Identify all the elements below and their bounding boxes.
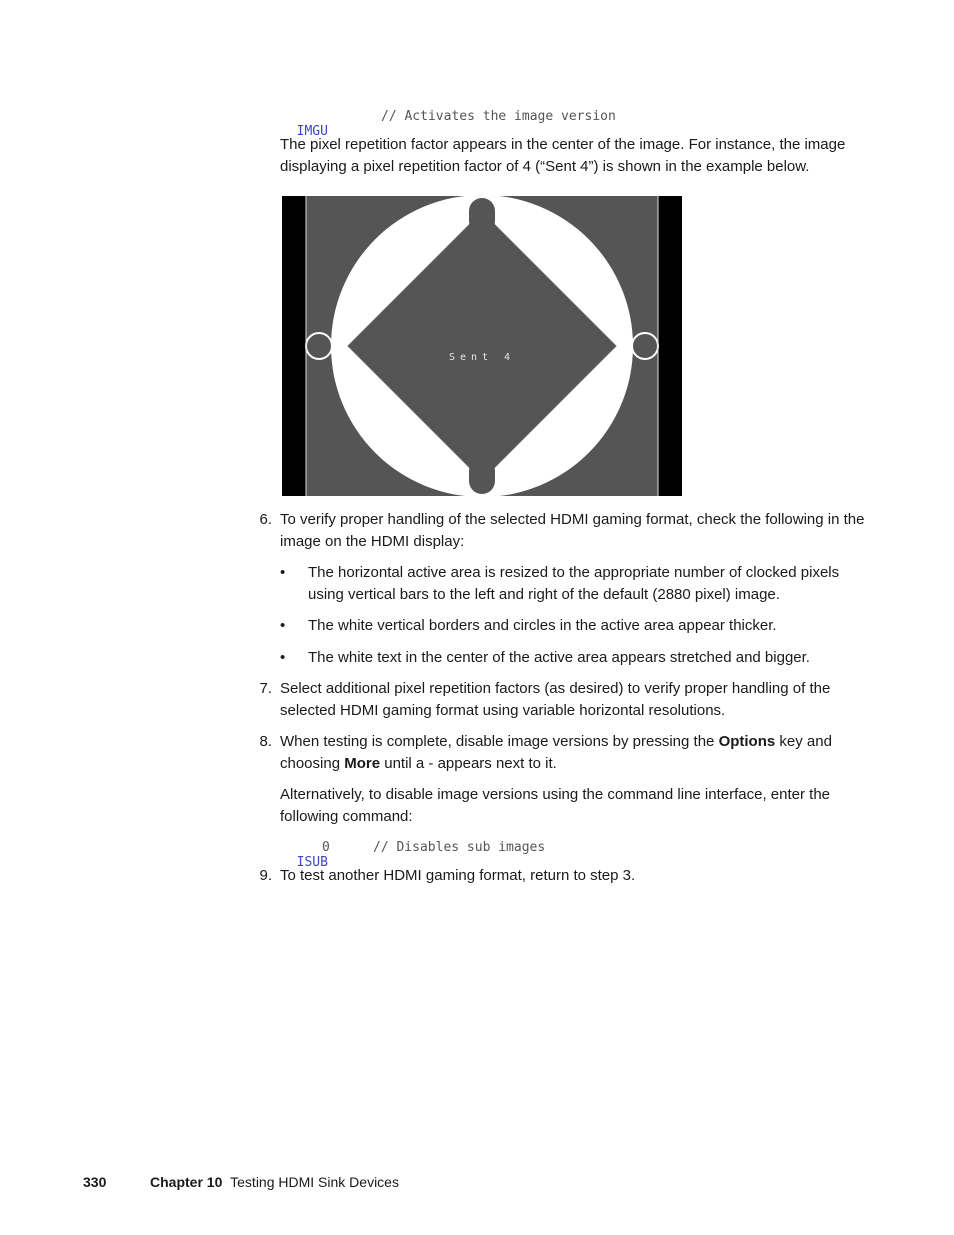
step-8-text xyxy=(280,731,870,775)
test-pattern-figure xyxy=(282,196,682,496)
bullet-3-text: The white text in the center of the active area appears stretched and bigger. xyxy=(308,649,810,666)
sent-label: Sent 4 xyxy=(448,352,516,363)
chapter-footer xyxy=(150,1174,399,1190)
more-key-label: More xyxy=(344,755,381,772)
chapter-label: Chapter 10 xyxy=(150,1174,223,1190)
step-9-text: To test another HDMI gaming format, return to step 3. xyxy=(280,867,636,884)
step-8-text-a: When testing is complete, disable image versions by pressing the xyxy=(280,733,719,750)
page-number: 330 xyxy=(83,1174,107,1190)
bullet-marker: • xyxy=(280,649,286,666)
step-9-number: 9. xyxy=(259,867,272,884)
options-key-label: Options xyxy=(718,733,776,750)
step-8-number: 8. xyxy=(259,733,272,750)
step-7-text: Select additional pixel repetition factors (as desired) to verify proper handling of the selected HDMI gaming format using variable horizontal resolutions. xyxy=(280,680,831,719)
intro-paragraph: The pixel repetition factor appears in the center of the image. For instance, the image displaying a pixel repetition factor of 4 (“Sent 4”) is shown in the example below. xyxy=(280,136,846,175)
code-argument: 0 xyxy=(322,840,330,855)
test-pattern-image xyxy=(282,196,682,496)
bottom-tab xyxy=(469,458,495,494)
chapter-title: Testing HDMI Sink Devices xyxy=(230,1174,399,1190)
step-6-number: 6. xyxy=(259,511,272,528)
alternative-paragraph: Alternatively, to disable image versions using the command line interface, enter the following command: xyxy=(280,786,831,825)
bullet-1-text: The horizontal active area is resized to the appropriate number of clocked pixels using vertical bars to the left and right of the default (2880 pixel) image. xyxy=(308,564,840,603)
step-7-number: 7. xyxy=(259,680,272,697)
step-8-text-c: until a - appears next to it. xyxy=(380,755,557,772)
code-comment: // Disables sub images xyxy=(373,840,546,855)
code-command: ISUB xyxy=(296,855,328,870)
bullet-marker: • xyxy=(280,617,286,634)
bullet-marker: • xyxy=(280,564,286,581)
page-footer xyxy=(83,1174,106,1190)
code-comment: // Activates the image version xyxy=(381,109,616,124)
code-command: IMGU xyxy=(296,124,328,139)
bullet-2-text: The white vertical borders and circles in the active area appear thicker. xyxy=(308,617,777,634)
step-6-text: To verify proper handling of the selected HDMI gaming format, check the following in the image on the HDMI display: xyxy=(280,511,865,550)
top-tab xyxy=(469,198,495,234)
step-8-text-b: key and choosing xyxy=(280,733,832,772)
